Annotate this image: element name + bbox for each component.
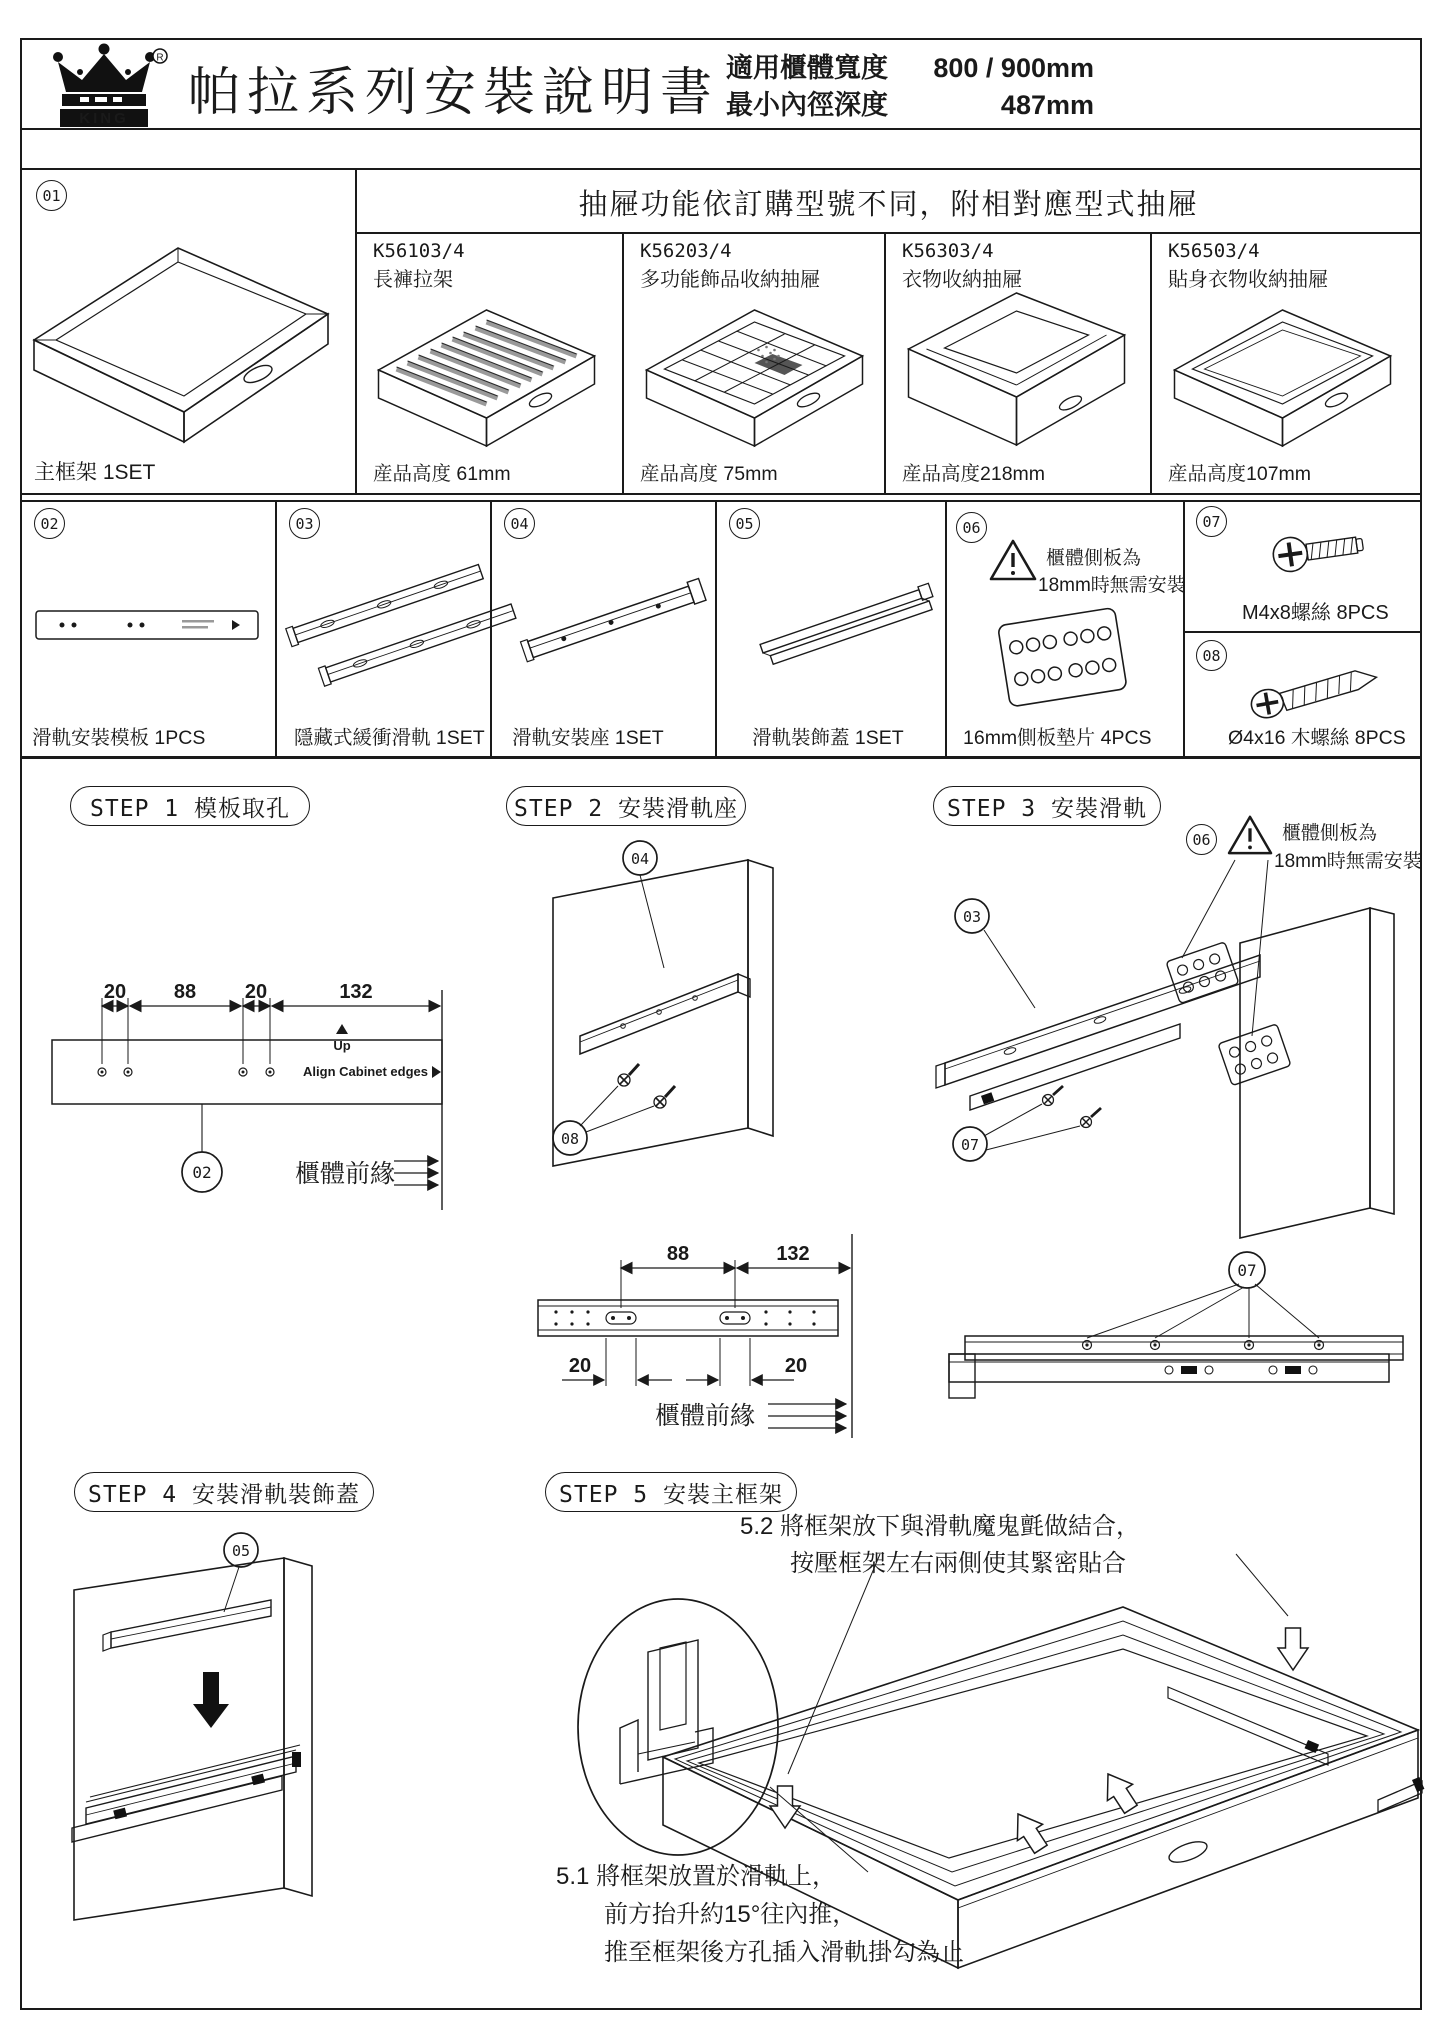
- step5-pill: STEP 5 安裝主框架: [545, 1472, 797, 1512]
- row2-v4: [945, 500, 947, 756]
- step1-align-label: Align Cabinet edges: [303, 1064, 428, 1079]
- step3-warning-triangle-icon: [1226, 814, 1274, 856]
- row2-v3: [715, 500, 717, 756]
- step4-pill: STEP 4 安裝滑軌裝飾蓋: [74, 1472, 374, 1512]
- model-4-code: K56503/4: [1168, 240, 1260, 262]
- model-3-code: K56303/4: [902, 240, 994, 262]
- part-04-label: 滑軌安裝座 1SET: [512, 727, 664, 749]
- machine-screw-drawing: [1262, 510, 1387, 590]
- part-07-badge: 07: [1196, 506, 1227, 537]
- spacer-plate-drawing: [996, 602, 1136, 712]
- organizer-drawer-drawing: [634, 292, 879, 452]
- step3-callout-07: 07: [960, 1136, 980, 1154]
- step1-front-edge-label: 櫃體前緣: [295, 1160, 396, 1188]
- part-03-badge: 03: [289, 508, 320, 539]
- model-1-name: 長褲拉架: [373, 269, 453, 291]
- step2-dim-20a: 20: [568, 1355, 592, 1377]
- step1-up-label: Up: [333, 1038, 351, 1053]
- part-06-badge: 06: [956, 512, 987, 543]
- row2-top-line: [20, 500, 1422, 502]
- step5-note-51-num: 5.1: [556, 1863, 590, 1890]
- model-2-name: 多功能飾品收納抽屜: [640, 269, 820, 291]
- detail-magnifier-circle: [578, 1599, 778, 1855]
- row2-bottom-line: [20, 756, 1422, 759]
- row2-v5: [1183, 500, 1185, 756]
- model-4-height: 産品高度107mm: [1168, 463, 1312, 485]
- model-4-name: 貼身衣物收納抽屜: [1168, 269, 1328, 291]
- part-06-label: 16mm側板墊片 4PCS: [963, 727, 1152, 749]
- page-title: 帕拉系列安裝說明書: [188, 64, 720, 122]
- spec-block: [726, 50, 1094, 124]
- spacer-plate-1: [1166, 942, 1239, 1004]
- step5-note-51-line3: 推至框架後方孔插入滑軌掛勾為止: [604, 1939, 964, 1966]
- step2-dim-20b: 20: [784, 1355, 808, 1377]
- spacer-plate-2: [1218, 1024, 1291, 1086]
- step2-install-diagram: [498, 828, 898, 1223]
- step2-dimension-diagram: [500, 1228, 920, 1443]
- registered-mark: R: [156, 52, 164, 64]
- warning-line2: 18mm時無需安裝: [1038, 575, 1186, 596]
- step1-dim-132: 132: [339, 981, 373, 1003]
- drawer-type-note: 抽屜功能依訂購型號不同，附相對應型式抽屜: [578, 189, 1199, 221]
- step2-front-edge-label: 櫃體前緣: [655, 1402, 756, 1430]
- step3-warning-line2: 18mm時無需安裝: [1274, 851, 1422, 872]
- part-08-label: Ø4x16 木螺絲 8PCS: [1228, 727, 1406, 749]
- step5-note-51-line1: [556, 1856, 836, 1891]
- spec-width-label: 適用櫃體寬度: [726, 53, 888, 83]
- step5-note-52-num: 5.2: [740, 1513, 774, 1540]
- step2-callout-04: 04: [630, 850, 650, 868]
- step1-dim-20a: 20: [103, 981, 127, 1003]
- step5-note-52-line2: 按壓框架左右兩側使其緊密貼合: [790, 1550, 1126, 1577]
- step4-cover-diagram: [56, 1526, 396, 1968]
- part-01-badge: 01: [36, 180, 67, 211]
- part-02-badge: 02: [34, 508, 65, 539]
- spec-width-value: 800 / 900mm: [933, 53, 1094, 83]
- step1-pill: STEP 1 模板取孔: [70, 786, 310, 826]
- step2-callout-08: 08: [560, 1130, 580, 1148]
- model-1-code: K56103/4: [373, 240, 465, 262]
- part-01-label: 主框架 1SET: [34, 461, 156, 484]
- part-05-label: 滑軌裝飾蓋 1SET: [752, 727, 904, 749]
- rail-seat-drawing: [518, 548, 708, 708]
- model-1-height: 産品高度 61mm: [373, 463, 511, 485]
- warning-triangle-icon: [988, 538, 1038, 582]
- step3-rail-sideview-diagram: [935, 1248, 1422, 1425]
- rail-cover-drawing: [748, 552, 938, 702]
- step1-dim-20b: 20: [244, 981, 268, 1003]
- step3-install-diagram: [930, 858, 1422, 1240]
- step3-warning-line1: 櫃體側板為: [1282, 823, 1378, 844]
- warning-line1: 櫃體側板為: [1046, 548, 1142, 569]
- step3-screws: [1043, 1086, 1102, 1128]
- row1-top-line: [20, 168, 1422, 170]
- step5-note-51-text1: 將框架放置於滑軌上，: [596, 1863, 837, 1890]
- step2-pill: STEP 2 安裝滑軌座: [506, 786, 746, 826]
- up-arrow-icon: [336, 1024, 348, 1034]
- step3-callout-03: 03: [962, 908, 982, 926]
- step1-template-diagram: [42, 982, 492, 1217]
- step5-note-51-line2: 前方抬升約15°往內推，: [604, 1901, 857, 1928]
- model-2-code: K56203/4: [640, 240, 732, 262]
- step3-warning-badge: 06: [1186, 824, 1217, 855]
- row1-bottom-line: [20, 493, 1422, 495]
- spec-depth-label: 最小內徑深度: [726, 90, 888, 120]
- spec-depth-value: 487mm: [1000, 90, 1094, 120]
- part-07-label: M4x8螺絲 8PCS: [1242, 602, 1389, 624]
- step1-callout-02: 02: [192, 1163, 212, 1182]
- step2-dim-132: 132: [776, 1243, 810, 1265]
- part-03-label: 隱藏式緩衝滑軌 1SET: [294, 727, 485, 749]
- part-04-badge: 04: [504, 508, 535, 539]
- step2-dim-88: 88: [666, 1243, 690, 1265]
- step1-dim-88: 88: [173, 981, 197, 1003]
- step4-callout-05: 05: [231, 1542, 251, 1560]
- clothes-drawer-drawing: [896, 285, 1141, 453]
- pants-rack-drawing: [366, 292, 611, 452]
- template-strip-drawing: [32, 595, 267, 655]
- row2-split-line: [1183, 631, 1422, 633]
- row1-v2: [622, 232, 624, 493]
- model-3-name: 衣物收納抽屜: [902, 269, 1022, 291]
- step2-screws: [618, 1064, 675, 1108]
- step3-rail-callout-07: 07: [1237, 1261, 1257, 1280]
- part-08-badge: 08: [1196, 640, 1227, 671]
- header-divider: [20, 128, 1422, 130]
- step5-note-52-text1: 將框架放下與滑軌魔鬼氈做結合，: [780, 1513, 1141, 1540]
- part-05-badge: 05: [729, 508, 760, 539]
- model-3-height: 産品高度218mm: [902, 463, 1046, 485]
- row1-note-line: [355, 232, 1422, 234]
- king-crown-logo: [44, 42, 174, 128]
- step3-pill: STEP 3 安裝滑軌: [933, 786, 1161, 826]
- step5-note-52-line1: [740, 1506, 1140, 1541]
- push-down-arrow-icon: [193, 1672, 229, 1728]
- model-2-height: 産品高度 75mm: [640, 463, 778, 485]
- row1-v4: [1150, 232, 1152, 493]
- main-frame-drawing: [28, 222, 343, 450]
- align-arrow-icon: [432, 1066, 441, 1078]
- row1-v3: [884, 232, 886, 493]
- part-02-label: 滑軌安裝模板 1PCS: [32, 727, 206, 749]
- brand-text: KING: [79, 110, 129, 127]
- underwear-drawer-drawing: [1162, 292, 1407, 452]
- row2-v1: [275, 500, 277, 756]
- hidden-rails-drawing: [290, 542, 505, 710]
